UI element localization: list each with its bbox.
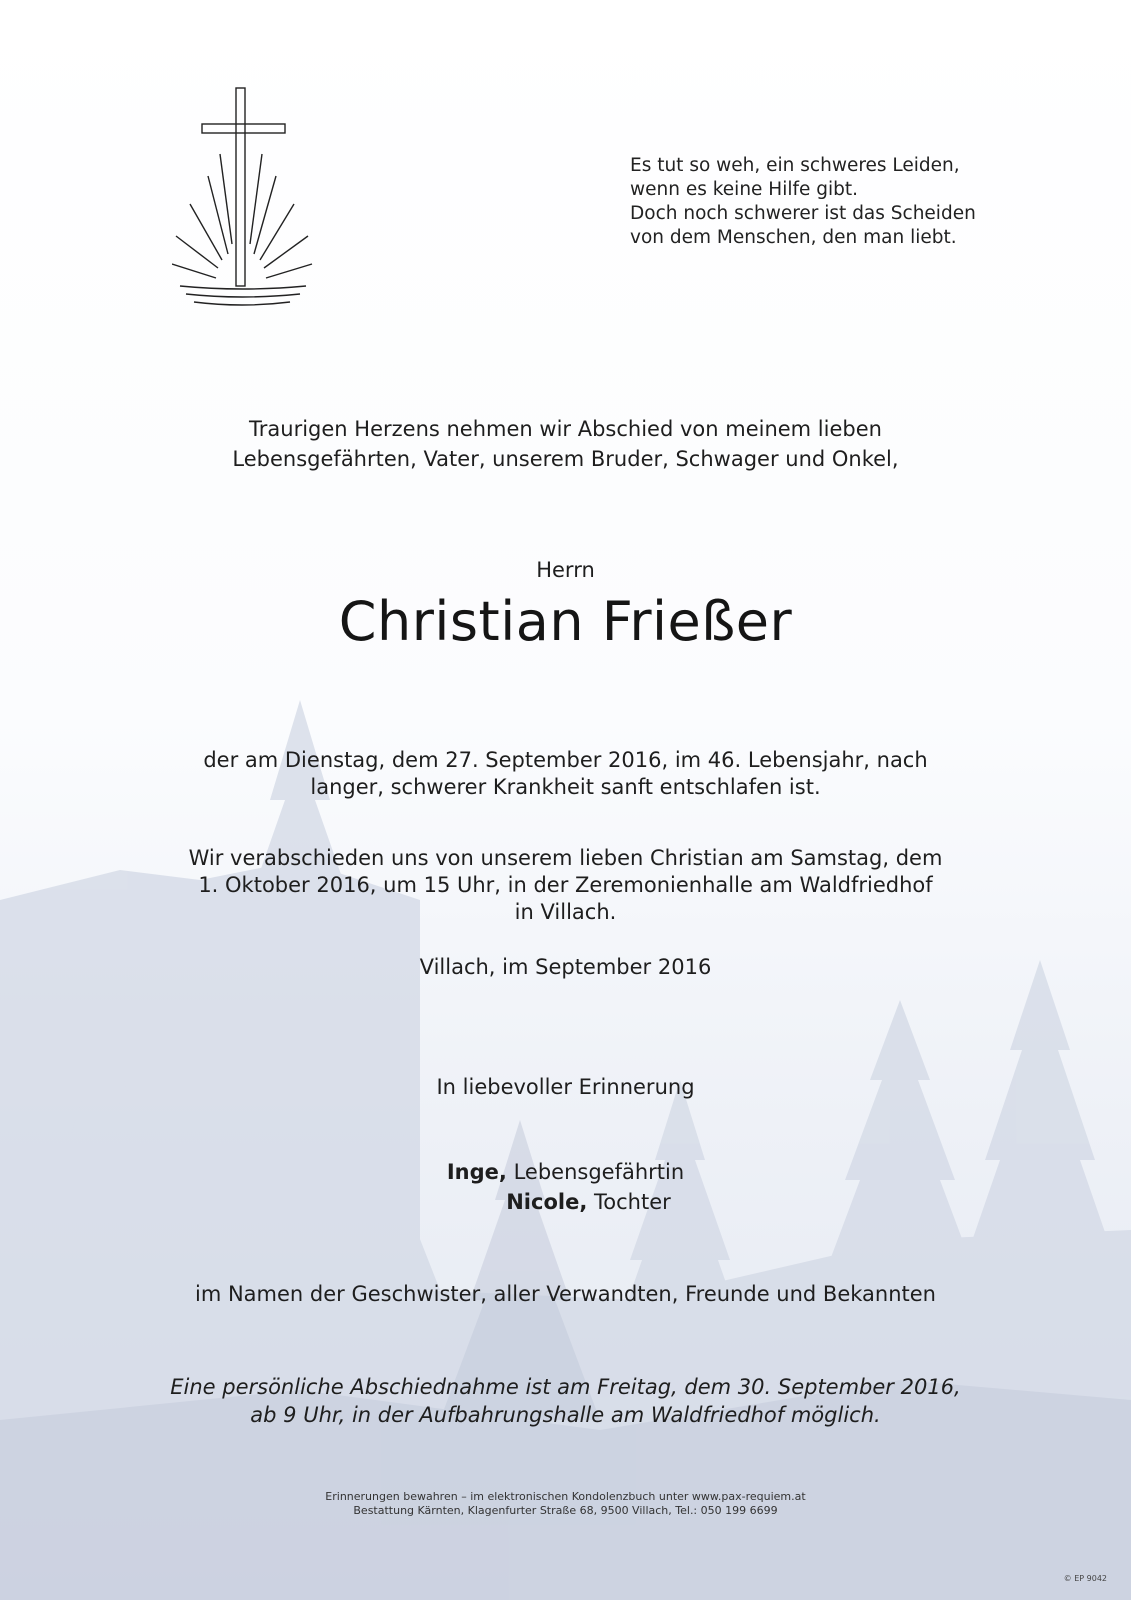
- family-list: [0, 1157, 1131, 1217]
- poem: [630, 154, 1050, 250]
- family-member-relation: Tochter: [594, 1190, 671, 1214]
- salutation: Herrn: [536, 558, 595, 582]
- deceased-name: Christian Frießer: [338, 590, 793, 653]
- footer: Erinnerungen bewahren – im elektronischen Kondolenzbuch unter www.pax-requiem.at Bestattung Kärnten, Klagenfurter Straße 68, 9500 Villach, Tel.: 050 199 6699: [325, 1490, 806, 1517]
- place-date: Villach, im September 2016: [419, 955, 712, 979]
- poem-line: wenn es keine Hilfe gibt.: [630, 179, 859, 200]
- family-member-relation: Lebensgefährtin: [513, 1160, 685, 1184]
- cross-emblem-logo: [172, 86, 322, 316]
- poem-line: Es tut so weh, ein schweres Leiden,: [630, 155, 960, 176]
- family-member: [0, 1157, 1131, 1187]
- service-info: Wir verabschieden uns von unserem lieben Christian am Samstag, dem 1. Oktober 2016, um 15 Uhr, in der Zeremonienhalle am Waldfriedhof in Villach.: [188, 846, 943, 924]
- family-member-name: Nicole,: [506, 1190, 588, 1214]
- poem-line: von dem Menschen, den man liebt.: [630, 227, 957, 248]
- poem-line: Doch noch schwerer ist das Scheiden: [630, 203, 976, 224]
- death-notice: der am Dienstag, dem 27. September 2016, im 46. Lebensjahr, nach langer, schwerer Krankheit sanft entschlafen ist.: [203, 748, 928, 799]
- family-member-name: Inge,: [446, 1160, 507, 1184]
- family-member: [0, 1187, 1131, 1217]
- behalf-text: im Namen der Geschwister, aller Verwandten, Freunde und Bekannten: [195, 1282, 936, 1306]
- document-code: © EP 9042: [1063, 1574, 1107, 1583]
- intro-text: Traurigen Herzens nehmen wir Abschied von meinem lieben Lebensgefährten, Vater, unserem Bruder, Schwager und Onkel,: [232, 417, 899, 471]
- farewell-notice: Eine persönliche Abschiednahme ist am Freitag, dem 30. September 2016, ab 9 Uhr, in der Aufbahrungshalle am Waldfriedhof möglich.: [170, 1375, 961, 1427]
- memory-text: In liebevoller Erinnerung: [436, 1075, 695, 1099]
